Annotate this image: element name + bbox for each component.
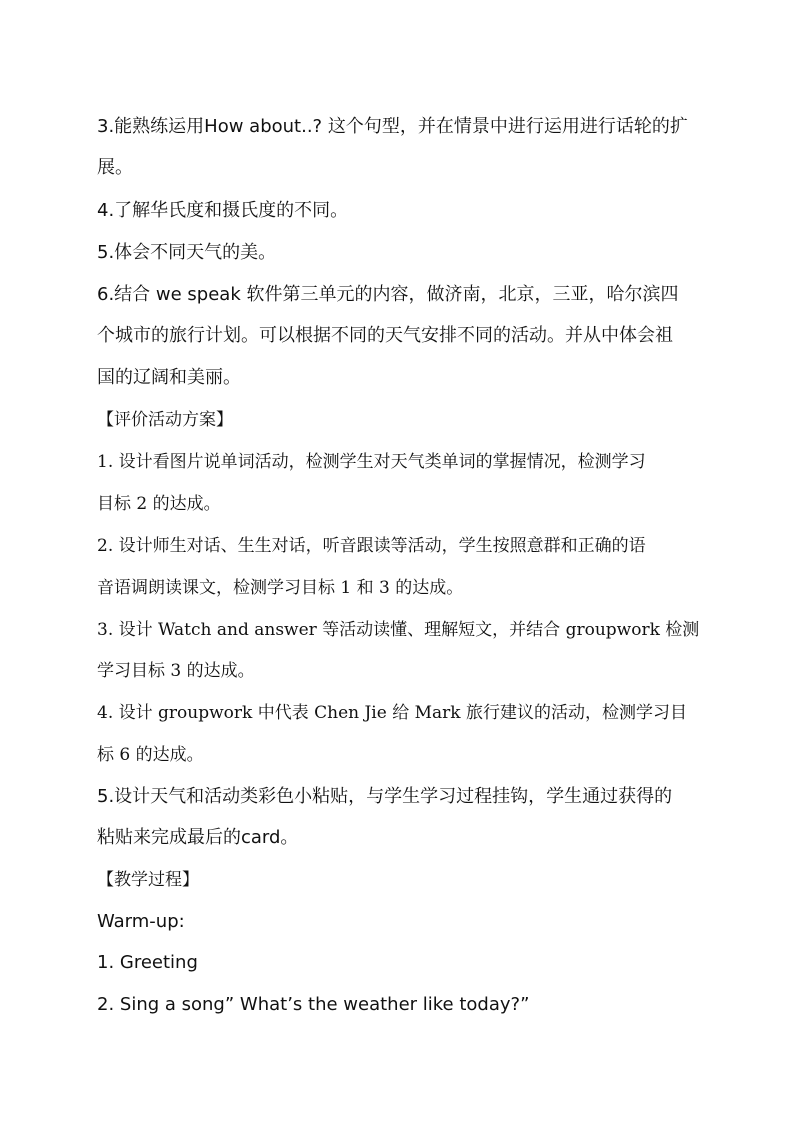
section-heading-evaluation: 【评价活动方案】: [97, 410, 233, 430]
warm-up-item-1: 1. Greeting: [97, 952, 198, 973]
objective-3-line-2: 展。: [97, 157, 133, 178]
evaluation-3-line-2: 学习目标 3 的达成。: [97, 661, 255, 681]
objective-6-line-1: 6.结合 we speak 软件第三单元的内容，做济南，北京，三亚，哈尔滨四: [97, 284, 679, 305]
evaluation-1-line-1: 1. 设计看图片说单词活动，检测学生对天气类单词的掌握情况，检测学习: [97, 452, 646, 472]
evaluation-4-line-1: 4. 设计 groupwork 中代表 Chen Jie 给 Mark 旅行建议的活动，检测学习目: [97, 703, 687, 723]
warm-up-item-2: 2. Sing a song” What’s the weather like today?”: [97, 994, 530, 1015]
warm-up-heading: Warm-up:: [97, 911, 185, 932]
evaluation-1-line-2: 目标 2 的达成。: [97, 494, 221, 514]
evaluation-5-line-2: 粘贴来完成最后的card。: [97, 827, 299, 848]
objective-5: 5.体会不同天气的美。: [97, 242, 277, 263]
evaluation-2-line-2: 音语调朗读课文，检测学习目标 1 和 3 的达成。: [97, 578, 464, 598]
objective-4: 4.了解华氏度和摄氏度的不同。: [97, 200, 349, 221]
section-heading-teaching-process: 【教学过程】: [97, 870, 199, 890]
evaluation-2-line-1: 2. 设计师生对话、生生对话，听音跟读等活动，学生按照意群和正确的语: [97, 536, 646, 556]
objective-6-line-2: 个城市的旅行计划。可以根据不同的天气安排不同的活动。并从中体会祖: [97, 325, 673, 346]
objective-6-line-3: 国的辽阔和美丽。: [97, 367, 241, 388]
evaluation-5-line-1: 5.设计天气和活动类彩色小粘贴，与学生学习过程挂钩，学生通过获得的: [97, 786, 673, 807]
evaluation-3-line-1: 3. 设计 Watch and answer 等活动读懂、理解短文，并结合 groupwork 检测: [97, 620, 700, 640]
objective-3-line-1: 3.能熟练运用How about..? 这个句型，并在情景中进行运用进行话轮的扩: [97, 116, 688, 137]
evaluation-4-line-2: 标 6 的达成。: [97, 745, 204, 765]
